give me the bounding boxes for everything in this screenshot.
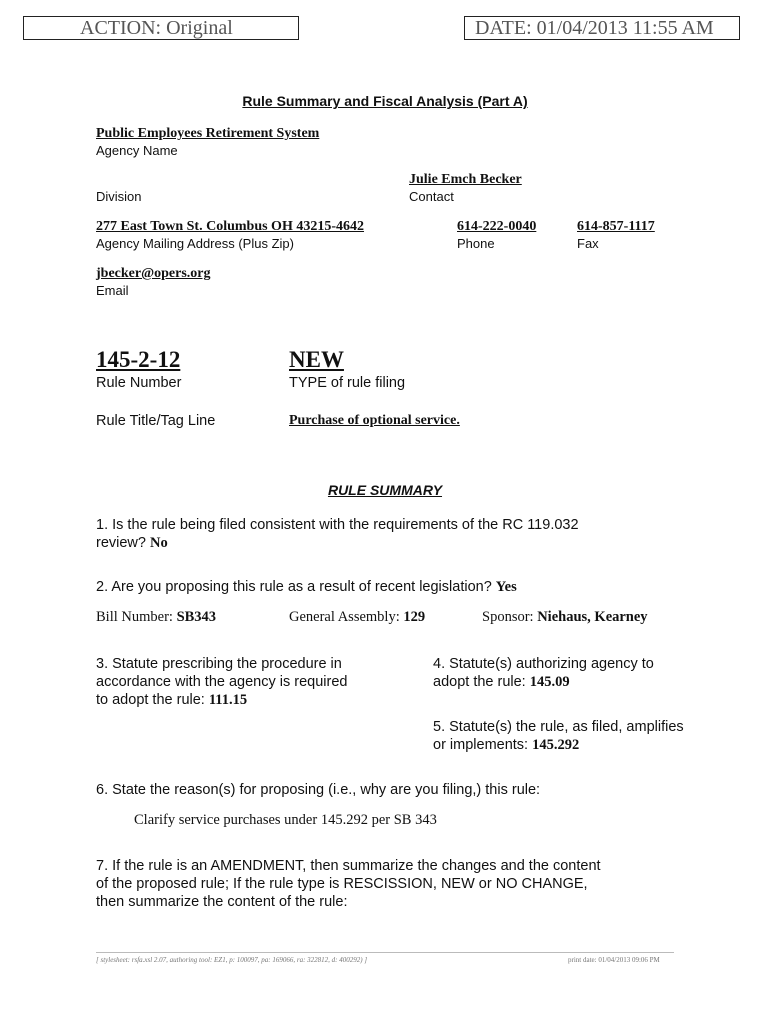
agency-fax: 614-857-1117 <box>577 219 655 234</box>
question-5-answer: 145.292 <box>532 737 580 753</box>
contact-name: Julie Emch Becker <box>409 172 522 187</box>
rule-type-label: TYPE of rule filing <box>289 375 406 391</box>
rule-title: Purchase of optional service. <box>289 413 460 428</box>
question-7: 7. If the rule is an AMENDMENT, then summarize the changes and the content of the proposed rule; If the rule type is RESCISSION, NEW or NO CHANGE, then summarize the content of the rule: <box>96 858 601 910</box>
division-label: Division <box>96 189 142 204</box>
footer-rule <box>96 952 674 953</box>
date-box <box>464 16 740 40</box>
sponsor-value: Niehaus, Kearney <box>537 609 648 625</box>
sponsor: Sponsor: Niehaus, Kearney <box>482 609 648 625</box>
general-assembly: General Assembly: 129 <box>289 609 426 625</box>
question-1-line-2: review? No <box>96 535 168 551</box>
question-1 <box>96 516 579 552</box>
question-5: 5. Statute(s) the rule, as filed, amplifies or implements: 145.292 <box>433 719 684 753</box>
rule-number-label: Rule Number <box>96 375 182 391</box>
email-label: Email <box>96 283 129 298</box>
date-text: DATE: 01/04/2013 11:55 AM <box>475 16 714 39</box>
rule-number: 145-2-12 <box>96 347 181 372</box>
footer-stylesheet-info: [ stylesheet: rsfa.xsl 2.07, authoring tool: EZ1, p: 100097, pa: 169066, ra: 322812, d: 400292) ] <box>96 956 368 964</box>
question-2-answer: Yes <box>495 579 517 595</box>
question-1-line-1: 1. Is the rule being filed consistent with the requirements of the RC 119.032 <box>96 517 579 533</box>
fax-label: Fax <box>577 236 599 251</box>
page-title: Rule Summary and Fiscal Analysis (Part A) <box>242 93 528 109</box>
bill-number-value: SB343 <box>176 609 217 625</box>
agency-name-label: Agency Name <box>96 143 178 158</box>
general-assembly-value: 129 <box>403 609 426 625</box>
agency-address: 277 East Town St. Columbus OH 43215-4642 <box>96 219 365 234</box>
rule-summary-heading: RULE SUMMARY <box>327 482 443 498</box>
bill-number: Bill Number: SB343 <box>96 609 217 625</box>
agency-name: Public Employees Retirement System <box>96 126 320 141</box>
agency-phone: 614-222-0040 <box>457 219 537 234</box>
rule-title-label: Rule Title/Tag Line <box>96 413 216 429</box>
action-box <box>23 16 299 40</box>
action-text: ACTION: Original <box>80 16 233 39</box>
address-label: Agency Mailing Address (Plus Zip) <box>96 236 294 251</box>
phone-label: Phone <box>457 236 495 251</box>
question-6: 6. State the reason(s) for proposing (i.e., why are you filing,) this rule: <box>96 782 541 798</box>
agency-email: jbecker@opers.org <box>96 266 211 281</box>
question-1-answer: No <box>150 535 168 551</box>
question-6-answer: Clarify service purchases under 145.292 per SB 343 <box>134 812 437 828</box>
rule-type: NEW <box>289 347 344 372</box>
contact-label: Contact <box>409 189 454 204</box>
question-2: 2. Are you proposing this rule as a result of recent legislation? Yes <box>96 579 517 595</box>
question-4: 4. Statute(s) authorizing agency to adopt the rule: 145.09 <box>433 656 654 690</box>
question-3-answer: 111.15 <box>208 692 248 708</box>
question-3: 3. Statute prescribing the procedure in accordance with the agency is required to adopt the rule: 111.15 <box>96 656 348 708</box>
footer-print-date: print date: 01/04/2013 09:06 PM <box>568 956 660 964</box>
question-4-answer: 145.09 <box>529 674 570 690</box>
